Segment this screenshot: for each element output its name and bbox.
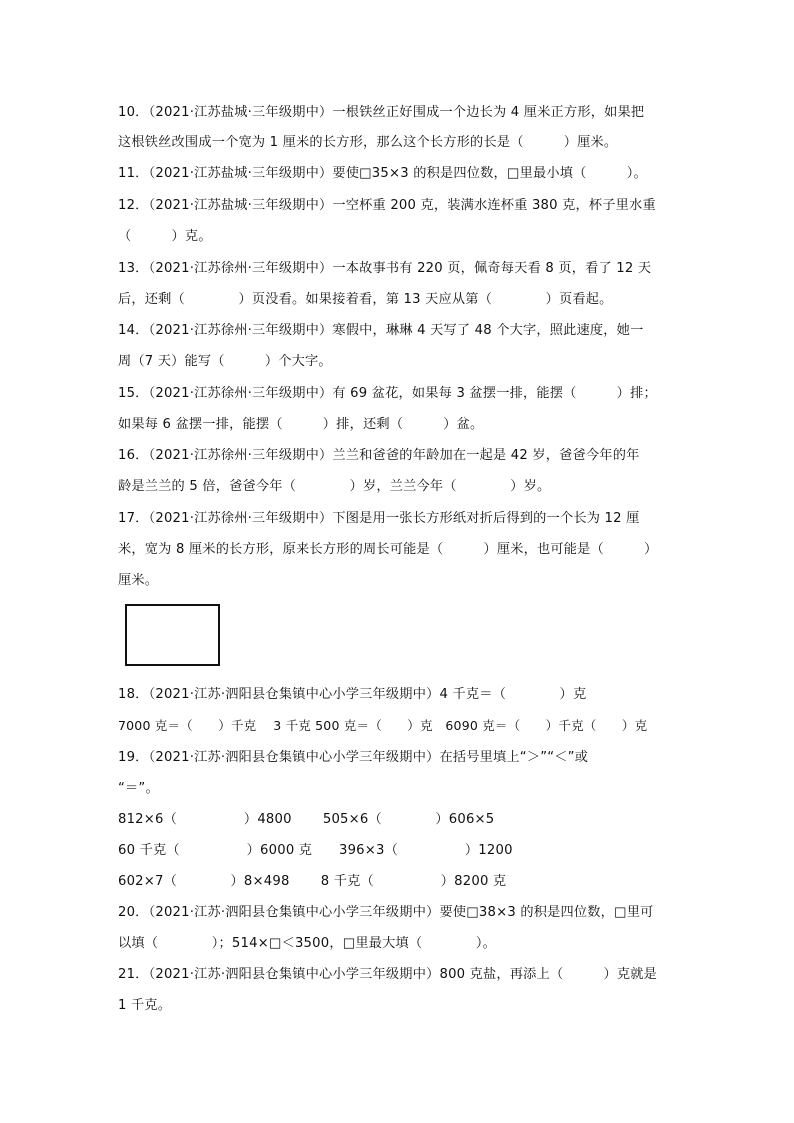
q18-line-2: 7000 克＝（ ）千克 3 千克 500 克＝（ ）克 6090 克＝（ ）千克（ ）克: [118, 718, 648, 733]
q19-compare-row-2: 60 千克（ ）6000 克 396×3（ ）1200: [118, 843, 513, 858]
q10-line-1: 10．（2021·江苏盐城·三年级期中）一根铁丝正好围成一个边长为 4 厘米正方形，如果把: [118, 105, 645, 120]
q20-line-2: 以填（ ）；514×□＜3500，□里最大填（ ）。: [118, 936, 497, 951]
folded-rectangle-figure: [125, 604, 220, 666]
q18-line-1: 18．（2021·江苏·泗阳县仓集镇中心小学三年级期中）4 千克＝（ ）克: [118, 687, 587, 702]
q14-line-1: 14．（2021·江苏徐州·三年级期中）寒假中，琳琳 4 天写了 48 个大字，照此速度，她一: [118, 323, 644, 338]
q15-line-1: 15．（2021·江苏徐州·三年级期中）有 69 盆花，如果每 3 盆摆一排，能摆（ ）排；: [118, 386, 657, 401]
q19-line-1: 19．（2021·江苏·泗阳县仓集镇中心小学三年级期中）在括号里填上“＞”“＜”或: [118, 750, 589, 765]
q14-line-2: 周（7 天）能写（ ）个大字。: [118, 354, 332, 369]
q16-line-1: 16．（2021·江苏徐州·三年级期中）兰兰和爸爸的年龄加在一起是 42 岁，爸爸今年的年: [118, 448, 640, 463]
q21-line-2: 1 千克。: [118, 998, 172, 1013]
q21-line-1: 21．（2021·江苏·泗阳县仓集镇中心小学三年级期中）800 克盐，再添上（ ）克就是: [118, 967, 658, 982]
q17-line-3: 厘米。: [118, 573, 159, 588]
q13-line-1: 13．（2021·江苏徐州·三年级期中）一本故事书有 220 页，佩奇每天看 8 页，看了 12 天: [118, 261, 652, 276]
q19-line-2: “＝”。: [118, 781, 159, 796]
q10-line-2: 这根铁丝改围成一个宽为 1 厘米的长方形，那么这个长方形的长是（ ）厘米。: [118, 135, 618, 150]
q19-compare-row-3: 602×7（ ）8×498 8 千克（ ）8200 克: [118, 874, 507, 889]
q16-line-2: 龄是兰兰的 5 倍，爸爸今年（ ）岁，兰兰今年（ ）岁。: [118, 479, 551, 494]
q17-line-1: 17．（2021·江苏徐州·三年级期中）下图是用一张长方形纸对折后得到的一个长为 12 厘: [118, 511, 640, 526]
q20-line-1: 20．（2021·江苏·泗阳县仓集镇中心小学三年级期中）要使□38×3 的积是四位数，□里可: [118, 905, 654, 920]
q15-line-2: 如果每 6 盆摆一排，能摆（ ）排，还剩（ ）盆。: [118, 417, 484, 432]
q12-line-2: （ ）克。: [118, 229, 212, 244]
q13-line-2: 后，还剩（ ）页没看。如果接着看，第 13 天应从第（ ）页看起。: [118, 292, 613, 307]
q17-line-2: 米，宽为 8 厘米的长方形，原来长方形的周长可能是（ ）厘米，也可能是（ ）: [118, 542, 658, 557]
q19-compare-row-1: 812×6（ ）4800 505×6（ ）606×5: [118, 812, 495, 827]
q12-line-1: 12．（2021·江苏盐城·三年级期中）一空杯重 200 克，装满水连杯重 380 克，杯子里水重: [118, 198, 656, 213]
q11-line-1: 11．（2021·江苏盐城·三年级期中）要使□35×3 的积是四位数，□里最小填（ ）。: [118, 166, 647, 181]
